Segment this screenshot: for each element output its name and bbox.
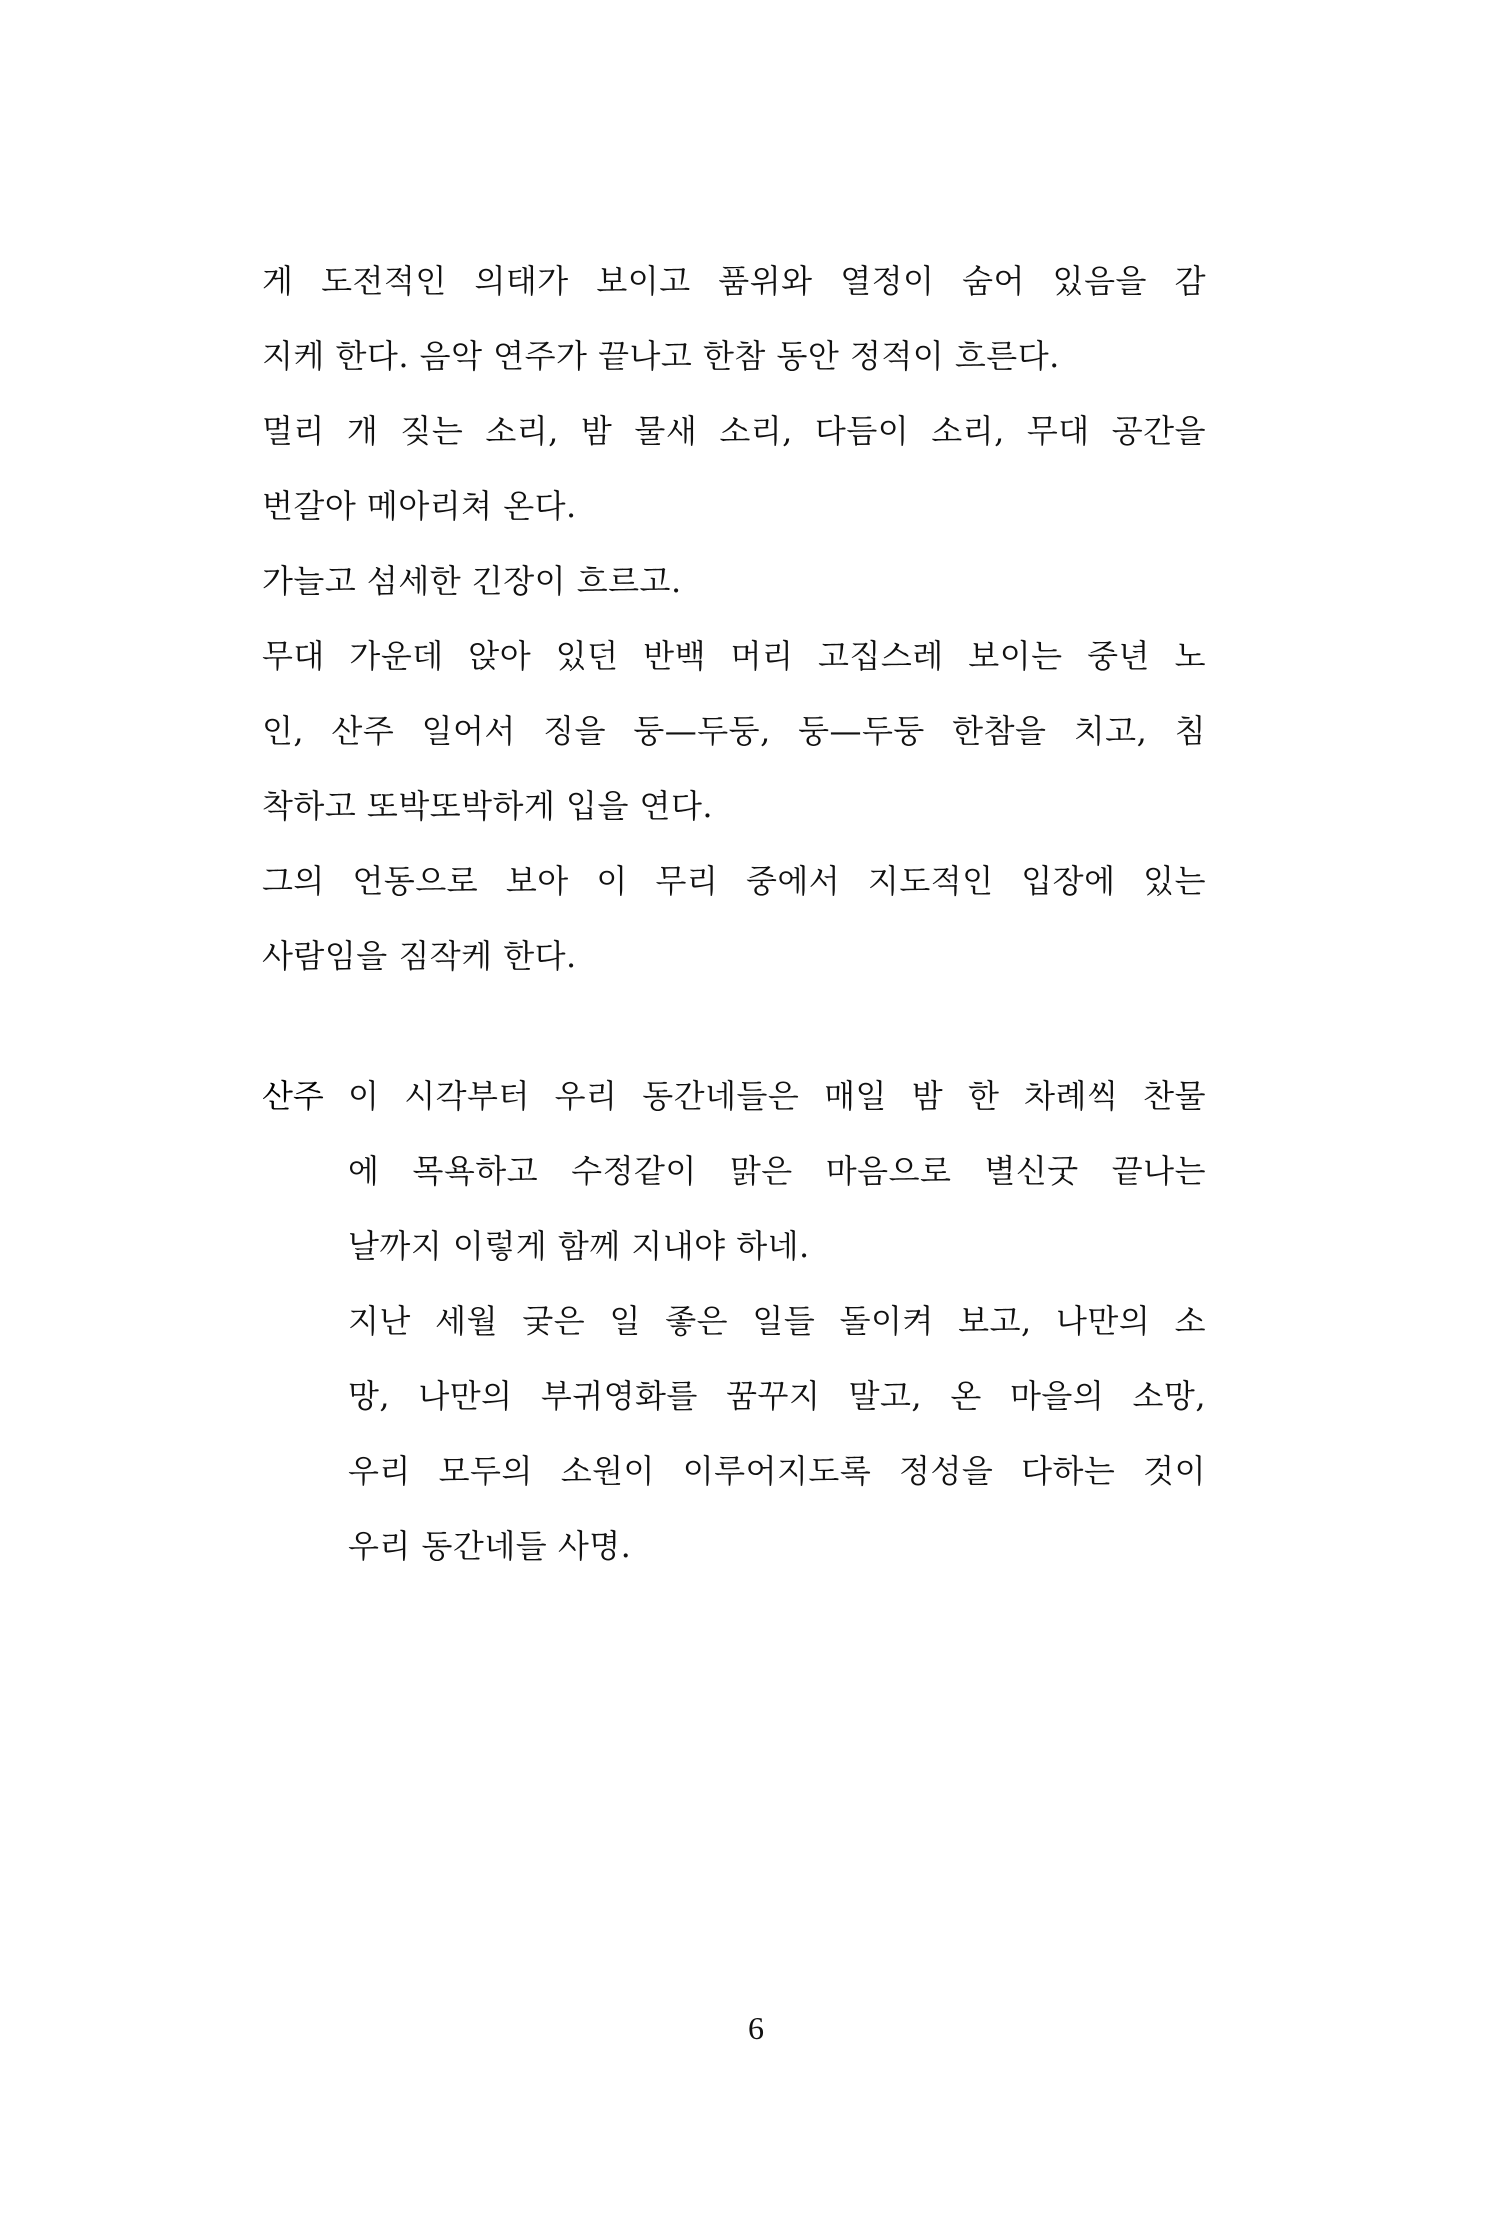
stage-direction-line: 가늘고 섬세한 긴장이 흐르고. [262, 562, 682, 600]
stage-direction-line: 지케 한다. 음악 연주가 끝나고 한참 동안 정적이 흐른다. [262, 337, 1060, 375]
stage-direction-line: 착하고 또박또박하게 입을 연다. [262, 787, 714, 825]
page-number: 6 [748, 2010, 764, 2046]
speech-line: 이 시각부터 우리 동간네들은 매일 밤 한 차례씩 찬물 [348, 1077, 1206, 1115]
speech-line: 우리 모두의 소원이 이루어지도록 정성을 다하는 것이 [348, 1452, 1206, 1490]
speech-line: 에 목욕하고 수정같이 맑은 마음으로 별신굿 끝나는 [348, 1152, 1206, 1190]
speech-line: 지난 세월 궂은 일 좋은 일들 돌이켜 보고, 나만의 소 [348, 1302, 1206, 1340]
stage-direction-line: 게 도전적인 의태가 보이고 품위와 열정이 숨어 있음을 감 [262, 262, 1206, 300]
speech-line: 날까지 이렇게 함께 지내야 하네. [348, 1227, 810, 1265]
speech-line: 망, 나만의 부귀영화를 꿈꾸지 말고, 온 마을의 소망, [348, 1377, 1206, 1415]
speech-line: 우리 동간네들 사명. [348, 1527, 632, 1565]
speech-text [348, 1059, 1206, 1584]
stage-direction-line: 무대 가운데 앉아 있던 반백 머리 고집스레 보이는 중년 노 [262, 637, 1206, 675]
stage-direction-line: 사람임을 짐작케 한다. [262, 937, 577, 975]
speaker-name: 산주 [262, 1077, 324, 1115]
stage-direction-block [262, 244, 1206, 994]
stage-direction-line: 번갈아 메아리쳐 온다. [262, 487, 577, 525]
stage-direction-line: 멀리 개 짖는 소리, 밤 물새 소리, 다듬이 소리, 무대 공간을 [262, 412, 1206, 450]
stage-direction-line: 인, 산주 일어서 징을 둥—두둥, 둥—두둥 한참을 치고, 침 [262, 712, 1206, 750]
stage-direction-line: 그의 언동으로 보아 이 무리 중에서 지도적인 입장에 있는 [262, 862, 1206, 900]
